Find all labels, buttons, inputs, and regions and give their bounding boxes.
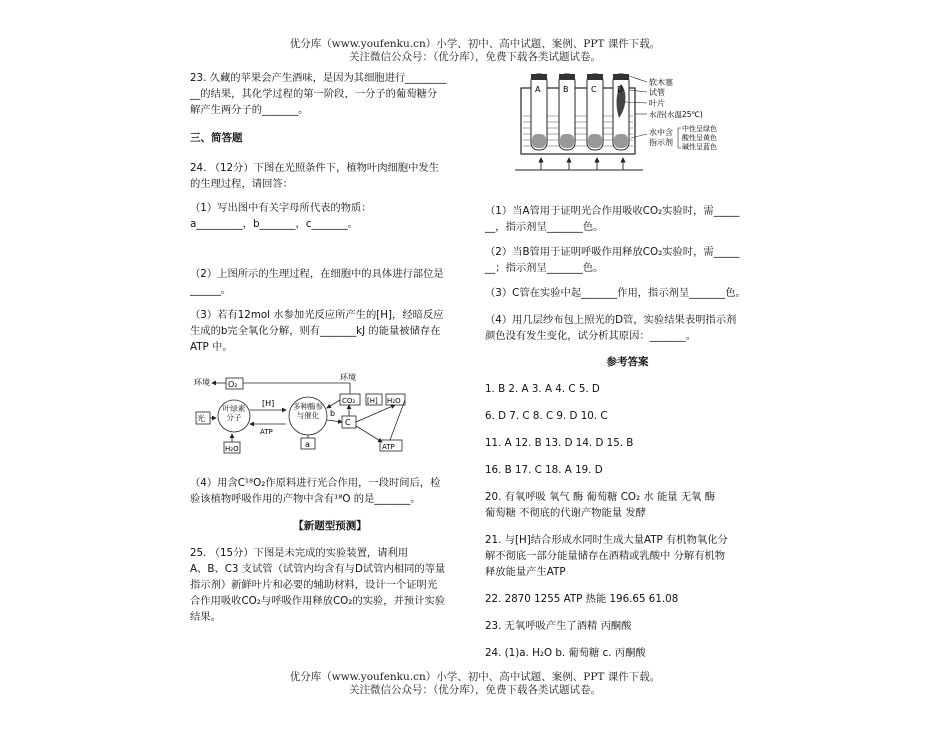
diagram-o2: O₂ xyxy=(228,380,238,389)
diagram-a: a xyxy=(305,440,310,449)
question-24-intro: 24. （12分）下图在光照条件下，植物叶肉细胞中发生 的生理过程，请回答： xyxy=(190,162,439,190)
label-indicator-2: 指示剂 xyxy=(649,138,673,147)
section-heading-short-answer: 三、简答题 xyxy=(190,132,243,144)
question-24-part-2: （2）上图所示的生理过程，在细胞中的具体进行部位是 ______。 xyxy=(190,268,444,296)
diagram-atp-right: ATP xyxy=(382,443,395,451)
header-line-1: 优分库（www.youfenku.cn）小学、初中、高中试题、案例、PPT 课件下载。 xyxy=(289,38,661,50)
answers-11-15: 11. A 12. B 13. D 14. D 15. B xyxy=(485,437,634,449)
label-cork: 软木塞 xyxy=(649,78,673,87)
diagram-h: [H] xyxy=(262,399,275,408)
page-footer xyxy=(0,671,950,697)
label-water-bath: 水浴(水温25℃) xyxy=(649,110,703,119)
answers-6-10: 6. D 7. C 8. C 9. D 10. C xyxy=(485,410,608,422)
label-basic: 碱性呈蓝色 xyxy=(682,143,717,151)
tube-b-label: B xyxy=(563,85,569,94)
diagram-light: 光 xyxy=(197,414,205,423)
tube-d-label: D xyxy=(617,85,624,94)
diagram-c: C xyxy=(345,418,351,427)
label-neutral: 中性呈绿色 xyxy=(682,125,717,133)
diagram-env-left: 环境 xyxy=(194,378,210,387)
diagram-chlorophyll: 叶绿素分子 xyxy=(222,404,246,422)
footer-line-1: 优分库（www.youfenku.cn）小学、初中、高中试题、案例、PPT 课件下载。 xyxy=(289,671,661,683)
answer-22: 22. 2870 1255 ATP 热能 196.65 61.08 xyxy=(485,593,679,605)
question-24-part-1: （1）写出图中有关字母所代表的物质： a_________，b_______，c_______。 xyxy=(190,202,372,230)
question-25: 25. （15分）下图是未完成的实验装置，请利用 A、B、C3 支试管（试管内均含有与D试管内相同的等量 指示剂）新鲜叶片和必要的辅助材料，设计一个证明光 合作用吸收CO₂与呼吸作用释放CO₂的实验，并预计实验 结果。 xyxy=(190,547,446,623)
section-heading-new-type: 【新题型预测】 xyxy=(293,520,367,532)
diagram-enzyme: 多种酶参与催化 xyxy=(293,402,323,420)
question-25-part-3: （3）C管在实验中起_______作用，指示剂呈_______色。 xyxy=(485,287,746,299)
answer-24: 24. (1)a. H₂O b. 葡萄糖 c. 丙酮酸 xyxy=(485,647,646,659)
question-24-part-4: （4）用含C¹⁸O₂作原料进行光合作用，一段时间后，检 验该植物呼吸作用的产物中含有¹⁸O 的是_______。 xyxy=(190,477,441,505)
header-line-2: 关注微信公众号：（优分库），免费下载各类试题试卷。 xyxy=(349,51,601,63)
answers-16-19: 16. B 17. C 18. A 19. D xyxy=(485,464,603,476)
diagram-h-right: [H] xyxy=(367,397,378,405)
photosynthesis-diagram xyxy=(190,372,470,468)
answer-21: 21. 与[H]结合形成水同时生成大量ATP 有机物氧化分 解不彻底一部分能量储存在酒精或乳酸中 分解有机物 释放能量产生ATP xyxy=(485,534,728,578)
apparatus-diagram xyxy=(485,70,770,185)
tube-c-label: C xyxy=(591,85,597,94)
diagram-h2o: H₂O xyxy=(225,445,239,453)
footer-line-2: 关注微信公众号：（优分库），免费下载各类试题试卷。 xyxy=(349,684,601,696)
diagram-b: b xyxy=(330,409,336,418)
label-tube: 试管 xyxy=(649,88,665,97)
question-25-part-1: （1）当A管用于证明光合作用吸收CO₂实验时，需_____ __，指示剂呈_______色。 xyxy=(485,205,740,233)
label-acidic: 酸性呈黄色 xyxy=(682,134,717,142)
diagram-env-right: 环境 xyxy=(340,373,356,382)
question-25-part-2: （2）当B管用于证明呼吸作用释放CO₂实验时，需_____ __；指示剂呈_______色。 xyxy=(485,246,740,274)
question-23: 23. 久藏的苹果会产生酒味，是因为其细胞进行________ __的结果，其化学过程的第一阶段，一分子的葡萄糖分 解产生两分子的_______。 xyxy=(190,72,447,116)
diagram-atp: ATP xyxy=(260,428,273,436)
diagram-co2: CO₂ xyxy=(342,397,356,405)
answer-20: 20. 有氧呼吸 氧气 酶 葡萄糖 CO₂ 水 能量 无氧 酶 葡萄糖 不彻底的代谢产物能量 发酵 xyxy=(485,491,716,519)
page-header xyxy=(0,38,950,64)
question-25-part-4: （4）用几层纱布包上照光的D管，实验结果表明指示剂 颜色没有发生变化，试分析其原因：_______。 xyxy=(485,314,737,342)
answer-23: 23. 无氧呼吸产生了酒精 丙酮酸 xyxy=(485,620,632,632)
tube-a-label: A xyxy=(535,85,541,94)
answers-1-5: 1. B 2. A 3. A 4. C 5. D xyxy=(485,383,600,395)
diagram-h2o-right: H₂O xyxy=(387,397,401,405)
question-24-part-3: （3）若有12mol 水参加光反应所产生的[H]，经暗反应 生成的b完全氧化分解，则有_______kJ 的能量被储存在 ATP 中。 xyxy=(190,309,444,353)
label-leaf: 叶片 xyxy=(649,99,665,108)
answers-title: 参考答案 xyxy=(606,356,649,368)
label-indicator-1: 水中含 xyxy=(649,128,673,137)
